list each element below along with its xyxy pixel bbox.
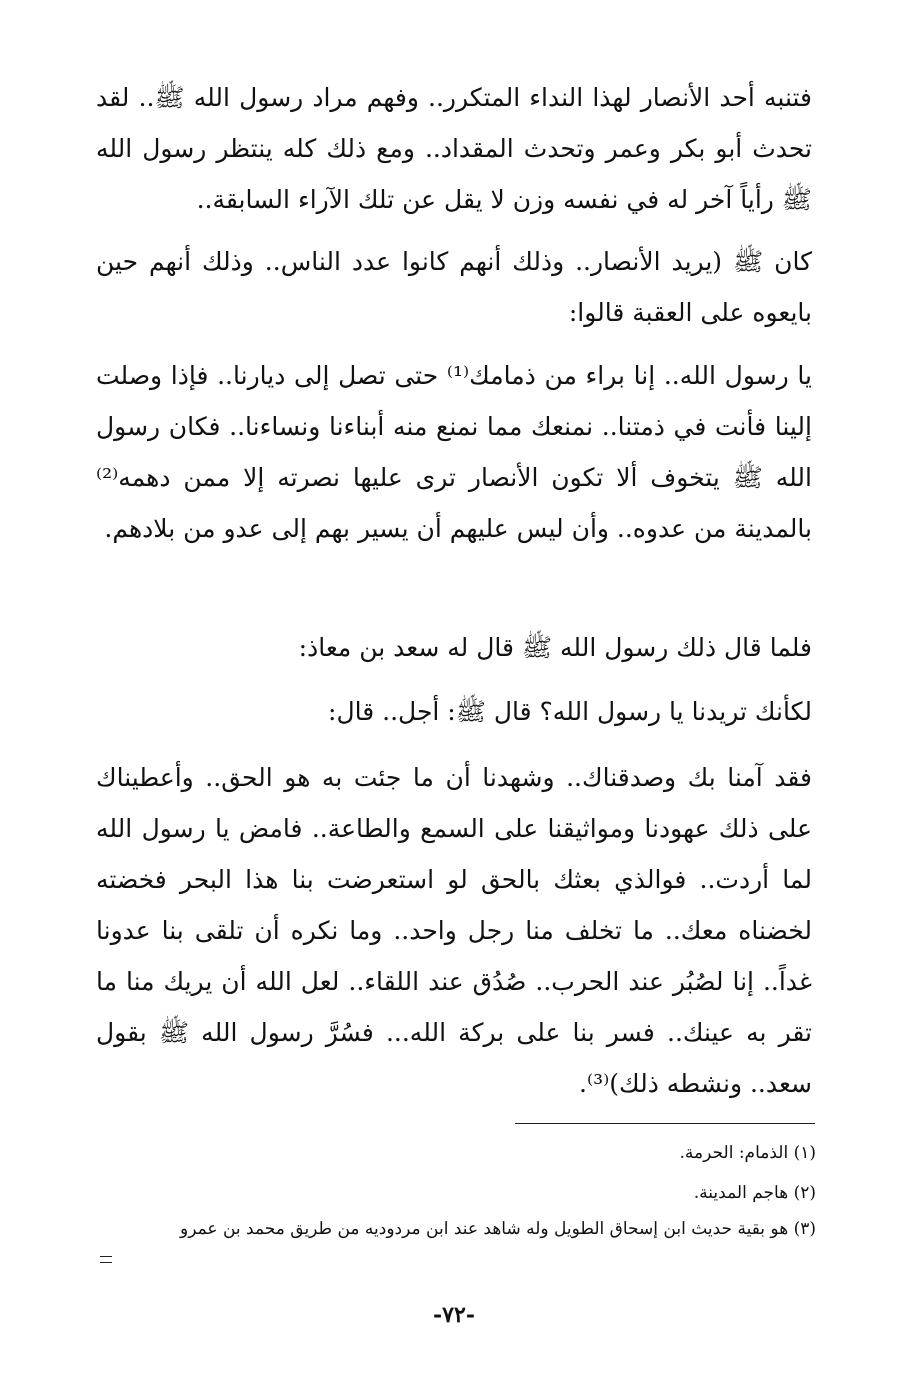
page-number: -٧٢-: [433, 1302, 475, 1328]
footnote-1: (١) الذمام: الحرمة.: [679, 1143, 816, 1163]
continuation-mark: [100, 1256, 112, 1263]
footnote-3: (٣) هو بقية حديث ابن إسحاق الطويل وله شاهد عند ابن مردوديه من طريق محمد بن عمرو: [179, 1219, 816, 1239]
paragraph-4: فلما قال ذلك رسول الله ﷺ قال له سعد بن معاذ:: [298, 633, 812, 662]
paragraph-6: فقد آمنا بك وصدقناك.. وشهدنا أن ما جئت به هو الحق.. وأعطيناك على ذلك عهودنا ومواثيقنا على السمع والطاعة.. فامض يا رسول الله لما أردت.. فوالذي بعثك بالحق لو استعرضت بنا هذا البحر فخضته لخضناه معك.. ما تخلف منا رجل واحد.. وما نكره أن تلقى بنا عدونا غداً.. إنا لصُبُر عند الحرب.. صُدُق عند اللقاء.. لعل الله أن يريك منا ما تقر به عينك.. فسر بنا على بركة الله... فسُرَّ رسول الله ﷺ بقول سعد.. ونشطه ذلك)⁽³⁾.: [96, 763, 812, 1098]
paragraph-1: فتنبه أحد الأنصار لهذا النداء المتكرر.. وفهم مراد رسول الله ﷺ.. لقد تحدث أبو بكر وعمر وتحدث المقداد.. ومع ذلك كله ينتظر رسول الله ﷺ رأياً آخر له في نفسه وزن لا يقل عن تلك الآراء السابقة..: [96, 83, 812, 214]
paragraph-3: يا رسول الله.. إنا براء من ذمامك⁽¹⁾ حتى تصل إلى ديارنا.. فإذا وصلت إلينا فأنت في ذمتنا.. نمنعك مما نمنع منه أبناءنا ونساءنا.. فكان رسول الله ﷺ يتخوف ألا تكون الأنصار ترى عليها نصرته إلا ممن دهمه⁽²⁾ بالمدينة من عدوه.. وأن ليس عليهم أن يسير بهم إلى عدو من بلادهم.: [96, 361, 812, 543]
paragraph-2: كان ﷺ (يريد الأنصار.. وذلك أنهم كانوا عدد الناس.. وذلك أنهم حين بايعوه على العقبة قالوا:: [96, 247, 812, 327]
paragraph-5: لكأنك تريدنا يا رسول الله؟ قال ﷺ: أجل.. قال:: [328, 697, 812, 726]
footnote-separator: [515, 1123, 815, 1124]
footnote-2: (٢) هاجم المدينة.: [693, 1183, 816, 1203]
